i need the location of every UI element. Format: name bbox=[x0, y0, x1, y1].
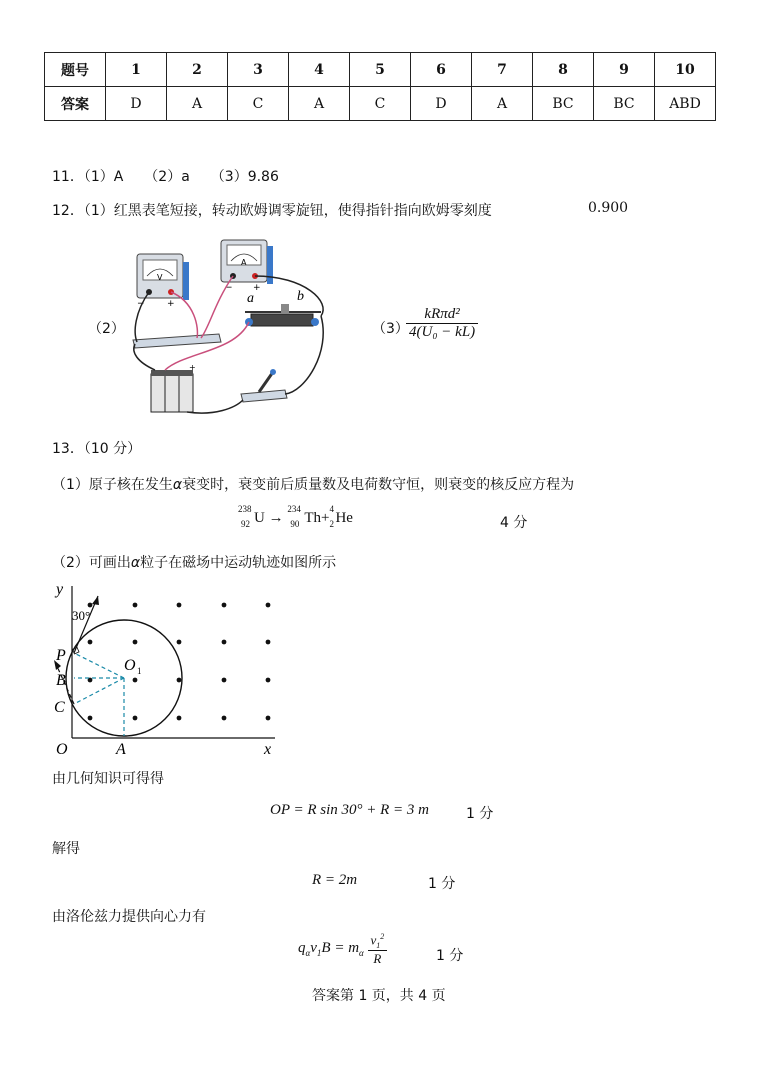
q12-formula bbox=[406, 306, 478, 341]
radius-lines bbox=[74, 653, 124, 736]
equation-r: R = 2m bbox=[312, 872, 358, 888]
q13-part2 bbox=[52, 552, 336, 572]
answer-table bbox=[44, 52, 716, 121]
answer-cell: A bbox=[167, 87, 228, 121]
geometry-text: 由几何知识可得得 bbox=[52, 771, 164, 787]
q12-part3-label: （3） bbox=[372, 321, 409, 337]
svg-text:+: + bbox=[253, 283, 261, 293]
rheostat-icon bbox=[245, 304, 321, 326]
answer-cell: BC bbox=[594, 87, 655, 121]
q13-part2-pre: （2）可画出 bbox=[52, 555, 131, 571]
lorentz-text: 由洛伦兹力提供向心力有 bbox=[52, 909, 206, 925]
q13-part1 bbox=[52, 474, 574, 494]
q12-part1-value: 0.900 bbox=[588, 200, 629, 216]
y-axis-label: y bbox=[56, 581, 64, 598]
lorentz-equation: $q_\alpha v_1B = m_\alpha$ $\frac{v_1^2}{R}$ bbox=[298, 932, 387, 967]
answer-cell: D bbox=[106, 87, 167, 121]
switch-icon bbox=[241, 369, 287, 402]
magnetic-field-diagram bbox=[50, 578, 290, 758]
q13-part1-pre: （1）原子核在发生 bbox=[52, 477, 173, 493]
question-number: 6 bbox=[411, 53, 472, 87]
q13-title: 13．（10 分） bbox=[52, 441, 142, 457]
nuclear-equation: 238 92 U → 234 90 Th+ 4 2 He bbox=[238, 504, 353, 529]
voltmeter-icon bbox=[137, 254, 189, 309]
answer-cell: BC bbox=[533, 87, 594, 121]
center-o1-label: O bbox=[124, 657, 136, 674]
equation-r-score: 1 分 bbox=[428, 876, 456, 892]
formula-denominator: 4(U₀ − kL) bbox=[409, 324, 476, 340]
question-number: 7 bbox=[472, 53, 533, 87]
answer-cell: A bbox=[472, 87, 533, 121]
question-number: 4 bbox=[289, 53, 350, 87]
angle-label: 30° bbox=[72, 608, 91, 623]
svg-text:−: − bbox=[137, 299, 145, 309]
q12-part2-label: （2） bbox=[88, 321, 125, 337]
svg-text:−: − bbox=[225, 283, 233, 293]
point-c-label: C bbox=[54, 699, 65, 716]
point-p-label: P bbox=[56, 647, 66, 664]
ammeter-label: A bbox=[241, 258, 247, 267]
answer-cell: ABD bbox=[655, 87, 716, 121]
equation-op: OP = R sin 30° + R = 3 m bbox=[270, 802, 430, 818]
answer-cell: A bbox=[289, 87, 350, 121]
equation-op-score: 1 分 bbox=[466, 806, 494, 822]
x-axis-label: x bbox=[264, 741, 272, 758]
alpha-symbol: α bbox=[130, 555, 141, 571]
point-a-label: A bbox=[116, 741, 126, 758]
page-footer: 答案第 1 页，共 4 页 bbox=[312, 988, 446, 1004]
battery-icon bbox=[151, 363, 196, 412]
q13-part2-post: 粒子在磁场中运动轨迹如图所示 bbox=[140, 555, 337, 571]
question-number: 8 bbox=[533, 53, 594, 87]
velocity-line bbox=[74, 596, 98, 653]
q13-part1-post: 衰变时，衰变前后质量数及电荷数守恒，则衰变的核反应方程为 bbox=[182, 477, 575, 493]
lorentz-equation-score: 1 分 bbox=[436, 948, 464, 964]
answer-table-answer-row bbox=[45, 87, 716, 121]
solve-text: 解得 bbox=[52, 841, 80, 857]
voltmeter-label: V bbox=[157, 273, 163, 282]
equation-score: 4 分 bbox=[500, 515, 528, 531]
answer-cell: D bbox=[411, 87, 472, 121]
origin-label: O bbox=[56, 741, 68, 758]
answer-header: 答案 bbox=[45, 87, 106, 121]
velocity-arrow-icon bbox=[92, 596, 99, 605]
answer-table-number-row bbox=[45, 53, 716, 87]
answer-cell: C bbox=[350, 87, 411, 121]
center-o1-subscript: 1 bbox=[137, 666, 142, 676]
resistance-wire-board-icon bbox=[133, 334, 221, 348]
question-number: 1 bbox=[106, 53, 167, 87]
question-number: 5 bbox=[350, 53, 411, 87]
wire-label-a: a bbox=[247, 291, 254, 306]
formula-numerator: kRπd² bbox=[406, 306, 478, 324]
q12-part1: 12．（1）红黑表笔短接，转动欧姆调零旋钮，使得指针指向欧姆零刻度 bbox=[52, 203, 492, 219]
alpha-symbol: α bbox=[172, 477, 183, 493]
q11-answer: 11．（1）A （2）a （3）9.86 bbox=[52, 169, 279, 185]
question-number: 9 bbox=[594, 53, 655, 87]
svg-text:+: + bbox=[167, 299, 175, 309]
svg-text:+: + bbox=[189, 363, 196, 372]
question-number: 10 bbox=[655, 53, 716, 87]
ammeter-icon bbox=[221, 240, 273, 293]
question-number-header: 题号 bbox=[45, 53, 106, 87]
point-b-label: B bbox=[56, 672, 66, 689]
circuit-diagram bbox=[125, 232, 335, 422]
wire-label-b: b bbox=[297, 289, 304, 304]
answer-cell: C bbox=[228, 87, 289, 121]
question-number: 3 bbox=[228, 53, 289, 87]
question-number: 2 bbox=[167, 53, 228, 87]
